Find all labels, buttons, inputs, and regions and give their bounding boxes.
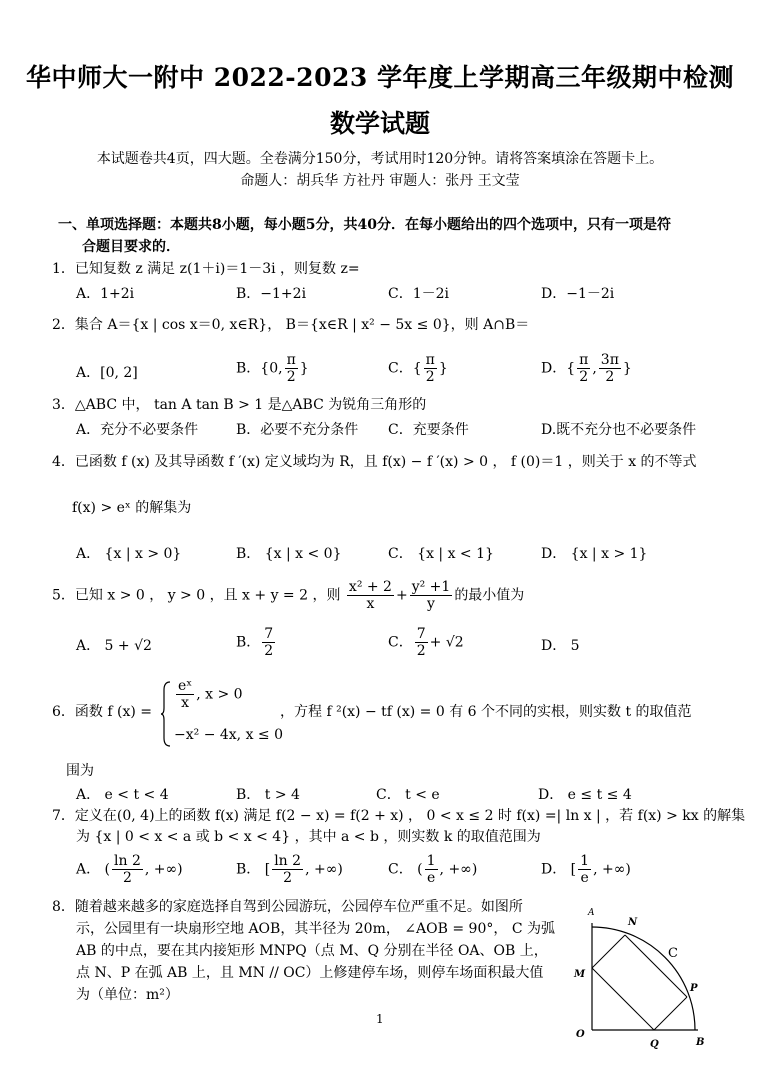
- label-n: N: [628, 917, 638, 928]
- question-4-option-c: C． {x | x < 1}: [388, 546, 494, 562]
- label-q: Q: [650, 1039, 659, 1050]
- sector-figure: [568, 895, 718, 1050]
- question-7-option-a: A． ( $\frac{\ln 2}{2}$ , +∞): [76, 853, 183, 886]
- side-qp: [654, 997, 687, 1030]
- question-2-option-a: A．[0, 2]: [76, 365, 138, 381]
- page-number: 1: [376, 1012, 384, 1026]
- question-6-stem-line2: 围为: [66, 763, 94, 779]
- question-6-option-c: C． t < e: [376, 787, 440, 803]
- question-4-stem-line2: f(x) > eˣ 的解集为: [72, 500, 192, 516]
- label-a: A: [588, 908, 595, 918]
- question-3-option-c: C．充要条件: [388, 422, 469, 438]
- question-8-line4: 点 N、P 在弧 AB 上，且 MN // OC）上修建停车场，则停车场面积最大值: [76, 965, 544, 981]
- question-7-stem-line1: 7．定义在(0, 4)上的函数 f(x) 满足 f(2 − x) = f(2 + x) ， 0 < x ≤ 2 时 f(x) =| ln x | ，若 f(x) > kx 的解集: [52, 808, 746, 824]
- question-4-option-d: D． {x | x > 1}: [541, 546, 648, 562]
- label-b: B: [696, 1037, 705, 1048]
- section-heading-line1: 一、单项选择题：本题共8小题，每小题5分，共40分．在每小题给出的四个选项中，只有一项是符: [58, 217, 671, 233]
- arc-ab: [592, 927, 695, 1030]
- question-2-option-b: B．{0, $\frac{\pi}{2}$ }: [236, 352, 309, 385]
- side-mq: [592, 968, 654, 1030]
- question-3-option-d: D.既不充分也不必要条件: [541, 422, 697, 438]
- label-p: P: [690, 983, 698, 994]
- section-heading-line2: 合题目要求的．: [82, 239, 180, 255]
- question-8-line1: 8．随着越来越多的家庭选择自驾到公园游玩，公园停车位严重不足。如图所: [52, 899, 523, 915]
- question-7-stem-line2: 为 {x | 0 < x < a 或 b < x < 4} ，其中 a < b ，则实数 k 的取值范围为: [76, 829, 541, 845]
- question-2-stem: 2．集合 A＝{x | cos x＝0, x∈R}， B＝{x∈R | x² − 5x ≤ 0}，则 A∩B＝: [52, 317, 530, 333]
- question-6-case-2: −x² − 4x, x ≤ 0: [174, 727, 284, 743]
- question-6-stem-post: ，方程 f ²(x) − tf (x) = 0 有 6 个不同的实根，则实数 t 的取值范: [280, 704, 692, 720]
- question-3-stem: 3．△ABC 中， tan A tan B > 1 是△ABC 为锐角三角形的: [52, 397, 427, 413]
- exam-title: 华中师大一附中 2022-2023 学年度上学期高三年级期中检测: [26, 63, 734, 92]
- exam-subtitle: 数学试题: [329, 109, 430, 138]
- question-6-option-b: B． t > 4: [236, 787, 300, 803]
- question-4-option-a: A． {x | x > 0}: [76, 546, 182, 562]
- question-1-option-d: D．−1－2i: [541, 286, 615, 302]
- question-1-option-c: C．1－2i: [388, 286, 450, 302]
- question-6-option-d: D． e ≤ t ≤ 4: [538, 787, 632, 803]
- piecewise-brace: [160, 680, 172, 748]
- exam-info-line2: 命题人：胡兵华 方社丹 审题人：张丹 王文莹: [240, 173, 520, 189]
- side-mn: [592, 935, 625, 968]
- question-1-option-a: A．1+2i: [76, 286, 135, 302]
- question-6-stem-pre: 6．函数 f (x) =: [52, 704, 152, 720]
- question-4-stem-line1: 4．已函数 f (x) 及其导函数 f ′(x) 定义域均为 R，且 f(x) − f ′(x) > 0 ， f (0)＝1 ，则关于 x 的不等式: [52, 454, 697, 470]
- question-7-option-c: C． ( $\frac{1}{e}$ , +∞): [388, 853, 478, 886]
- question-8-line2: 示，公园里有一块扇形空地 AOB，其半径为 20m， ∠AOB = 90°， C 为弧: [76, 921, 555, 937]
- question-1-option-b: B．−1+2i: [236, 286, 307, 302]
- question-7-option-d: D． [ $\frac{1}{e}$ , +∞): [541, 853, 631, 886]
- question-5-option-c: C． $\frac{7}{2}$ + √2: [388, 626, 464, 659]
- question-7-option-b: B． [ $\frac{\ln 2}{2}$ , +∞): [236, 853, 343, 886]
- label-c: C: [668, 946, 678, 961]
- question-3-option-a: A．充分不必要条件: [76, 422, 199, 438]
- label-m: M: [574, 969, 586, 980]
- question-8-line3: AB 的中点，要在其内接矩形 MNPQ（点 M、Q 分别在半径 OA、OB 上，: [76, 943, 548, 959]
- question-2-option-d: D．{ $\frac{\pi}{2}$ , $\frac{3\pi}{2}$ }: [541, 352, 632, 385]
- section-heading: [58, 214, 718, 258]
- exam-info-line1: 本试题卷共4页，四大题。全卷满分150分，考试用时120分钟。请将答案填涂在答题卡上。: [96, 151, 664, 167]
- question-1-stem: 1．已知复数 z 满足 z(1＋i)＝1－3i ，则复数 z=: [52, 261, 360, 277]
- question-4-option-b: B． {x | x < 0}: [236, 546, 342, 562]
- side-np: [625, 935, 687, 997]
- question-6-option-a: A． e < t < 4: [76, 787, 169, 803]
- question-5-option-a: A． 5 + √2: [76, 638, 152, 654]
- question-8-line5: 为（单位：m²）: [76, 987, 179, 1003]
- question-3-option-b: B．必要不充分条件: [236, 422, 359, 438]
- question-5-option-b: B． $\frac{7}{2}$: [236, 626, 274, 659]
- label-o: O: [576, 1029, 585, 1040]
- question-5-stem: 5．已知 x > 0 ， y > 0 ，且 x + y = 2 ，则 $\frac{\text{x² + 2}}{x}$ + $\frac{\text{y² +1}}{y}$ 的最小值为: [52, 579, 525, 612]
- question-2-option-c: C．{ $\frac{\pi}{2}$ }: [388, 352, 448, 385]
- question-6-case-1: $\frac{\text{eˣ}}{x}$ , x > 0: [178, 678, 243, 711]
- question-5-option-d: D． 5: [541, 638, 580, 654]
